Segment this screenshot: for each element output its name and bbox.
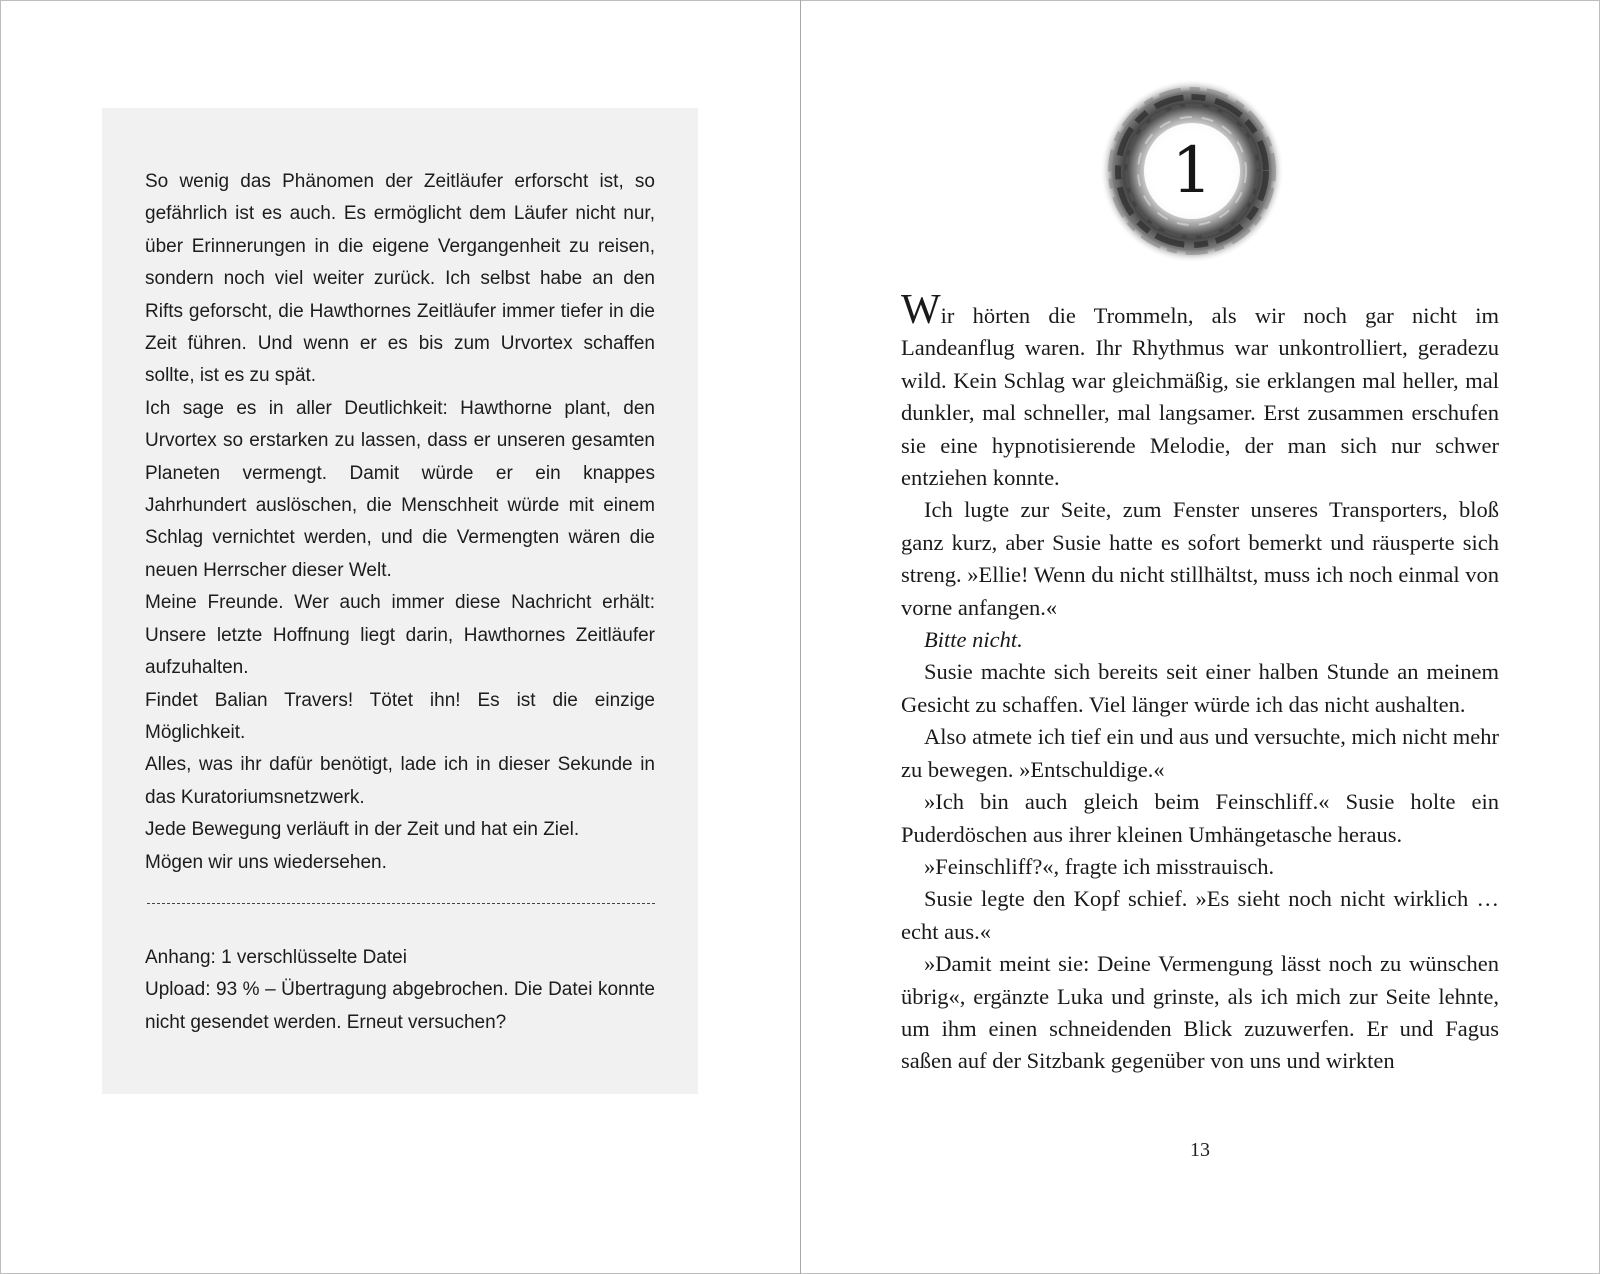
message-paragraph: So wenig das Phänomen der Zeitläufer erforscht ist, so gefährlich ist es auch. Es ermöglicht dem Läufer nicht nur, über Erinnerungen in die eigene Vergangenheit zu reisen, sondern noch viel weiter zurück. Ich selbst habe an den Rifts geforscht, die Hawthornes Zeitläufer immer tiefer in die Zeit führen. Und wenn er es bis zum Urvortex schaffen sollte, ist es zu spät. [145,171,655,387]
message-paragraph: Jede Bewegung verläuft in der Zeit und hat ein Ziel. [145,819,580,841]
attachment-label: Anhang: 1 verschlüsselte Datei [145,947,407,968]
body-paragraph: »Feinschliff?«, fragte ich misstrauisch. [924,853,1275,879]
body-paragraph: »Damit meint sie: Deine Vermengung lässt noch zu wünschen übrig«, ergänzte Luka und grinste, als ich mich zur Seite lehnte, um ihm einen schneidenden Blick zuzuwerfen. Er und Fagus saßen auf der Sitzbank gegenüber von uns und wirkten [901,951,1499,1074]
message-paragraph: Meine Freunde. Wer auch immer diese Nachricht erhält: Unsere letzte Hoffnung liegt darin, Hawthornes Zeitläufer aufzuhalten. [145,592,655,679]
first-paragraph-text: ir hörten die Trommeln, als wir noch gar nicht im Landeanflug waren. Ihr Rhythmus war unkontrolliert, geradezu wild. Kein Schlag war gleichmäßig, sie erklangen mal heller, mal dunkler, mal schneller, mal langsamer. Erst zusammen erschufen sie eine hypnotisierende Melodie, der man sich nur schwer entziehen konnte. [901,303,1499,491]
body-paragraph-italic: Bitte nicht. [924,627,1023,653]
message-paragraph: Mögen wir uns wiedersehen. [145,851,387,873]
message-paragraph: Findet Balian Travers! Tötet ihn! Es ist die einzige Möglichkeit. [145,689,655,743]
message-paragraph: Alles, was ihr dafür benötigt, lade ich in dieser Sekunde in das Kuratoriumsnetzwerk. [145,754,655,808]
attachment-section [145,942,655,1039]
first-paragraph [901,289,1499,494]
chapter-number: 1 [1171,134,1213,208]
page-number: 13 [1190,1139,1210,1161]
body-paragraph: »Ich bin auch gleich beim Feinschliff.« Susie holte ein Puderdöschen aus ihrer kleinen Umhängetasche heraus. [901,789,1499,847]
dashed-divider [147,903,655,904]
message-paragraph: Ich sage es in aller Deutlichkeit: Hawthorne plant, den Urvortex so erstarken zu lassen, dass er unseren gesamten Planeten vermengt. Damit würde er ein knappes Jahrhundert auslöschen, die Menschheit würde mit einem Schlag vernichtet werden, und die Vermengten wären die neuen Herrscher dieser Welt. [145,397,655,581]
body-paragraph: Susie legte den Kopf schief. »Es sieht noch nicht wirklich … echt aus.« [901,886,1499,944]
body-paragraph: Ich lugte zur Seite, zum Fenster unseres Transporters, bloß ganz kurz, aber Susie hatte es sofort bemerkt und räusperte sich streng. »Ellie! Wenn du nicht stillhältst, muss ich noch einmal von vorne anfangen.« [901,497,1499,620]
drop-cap: W [901,287,941,333]
message-text [145,166,655,879]
chapter-body-text [901,289,1499,1078]
body-paragraph: Also atmete ich tief ein und aus und versuchte, mich nicht mehr zu bewegen. »Entschuldige.« [901,724,1499,782]
upload-status: Upload: 93 % – Übertragung abgebrochen. Die Datei konnte nicht gesendet werden. Erneut versuchen? [145,979,655,1033]
page-gutter [800,0,801,1274]
body-paragraph: Susie machte sich bereits seit einer halben Stunde an meinem Gesicht zu schaffen. Viel länger würde ich das nicht aushalten. [901,659,1499,717]
